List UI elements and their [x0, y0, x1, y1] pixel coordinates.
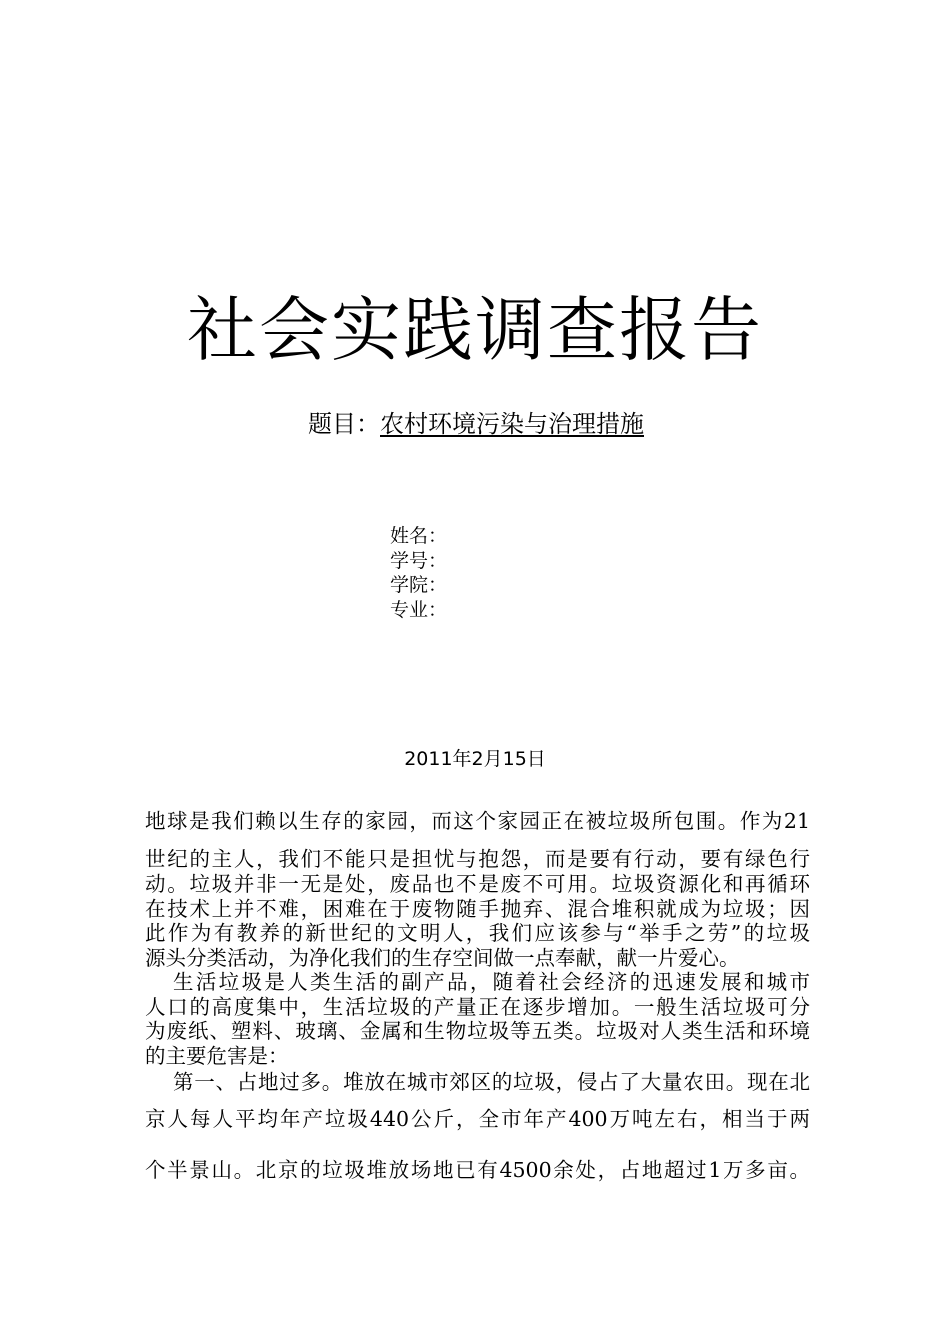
body-line: 在技术上并不难，困难在于废物随手抛弃、混合堆积就成为垃圾；因 — [145, 897, 810, 921]
body-line: 源头分类活动，为净化我们的生存空间做一点奉献，献一片爱心。 — [145, 946, 740, 970]
body-line: 第一、占地过多。堆放在城市郊区的垃圾，侵占了大量农田。现在北 — [173, 1070, 810, 1094]
major-label: 专业： — [390, 598, 448, 621]
body-line: 世纪的主人，我们不能只是担忧与抱怨，而是要有行动，要有绿色行 — [145, 847, 810, 871]
student-id-label: 学号： — [390, 549, 448, 572]
name-label: 姓名： — [390, 525, 448, 547]
report-subject — [308, 408, 644, 440]
report-date: 2011年2月15日 — [404, 748, 546, 770]
subject-value: 农村环境污染与治理措施 — [380, 410, 644, 438]
body-line: 个半景山。北京的垃圾堆放场地已有4500余处，占地超过1万多亩。 — [145, 1158, 810, 1182]
college-label: 学院： — [390, 574, 448, 596]
body-line: 地球是我们赖以生存的家园，而这个家园正在被垃圾所包围。作为21 — [145, 809, 810, 833]
body-line: 此作为有教养的新世纪的文明人，我们应该参与“举手之劳”的垃圾 — [145, 921, 810, 945]
page-title: 社会实践调查报告 — [187, 289, 763, 371]
body-line: 动。垃圾并非一无是处，废品也不是废不可用。垃圾资源化和再循环 — [145, 872, 810, 896]
subject-label: 题目： — [308, 410, 380, 438]
body-line: 人口的高度集中，生活垃圾的产量正在逐步增加。一般生活垃圾可分 — [145, 995, 810, 1019]
body-line: 生活垃圾是人类生活的副产品，随着社会经济的迅速发展和城市 — [173, 970, 810, 994]
body-line: 的主要危害是： — [145, 1044, 289, 1068]
body-line: 为废纸、塑料、玻璃、金属和生物垃圾等五类。垃圾对人类生活和环境 — [145, 1019, 810, 1043]
author-info — [390, 524, 447, 622]
body-line: 京人每人平均年产垃圾440公斤，全市年产400万吨左右，相当于两 — [145, 1107, 810, 1131]
